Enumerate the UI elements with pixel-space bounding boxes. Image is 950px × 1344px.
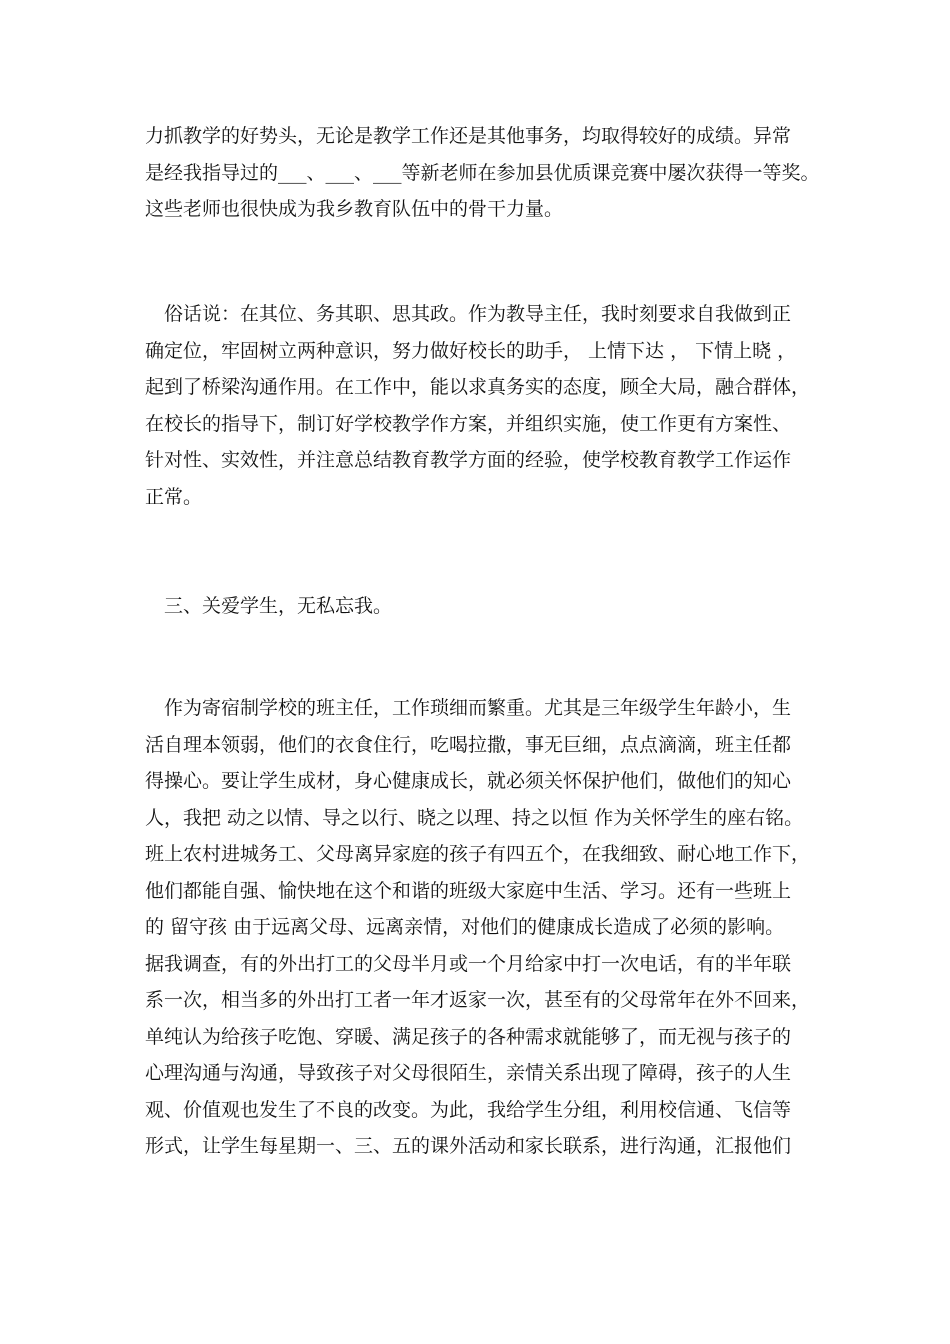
text-line: 力抓教学的好势头，无论是教学工作还是其他事务，均取得较好的成绩。异常 bbox=[145, 125, 792, 147]
text-line: 得操心。要让学生成材，身心健康成长，就必须关怀保护他们，做他们的知心 bbox=[145, 770, 792, 792]
text-line: 在校长的指导下，制订好学校教学作方案，并组织实施，使工作更有方案性、 bbox=[145, 412, 792, 435]
text-line: 作为寄宿制学校的班主任，工作琐细而繁重。尤其是三年级学生年龄小，生 bbox=[145, 697, 792, 719]
text-line: 形式，让学生每星期一、三、五的课外活动和家长联系，进行沟通，汇报他们 bbox=[145, 1135, 792, 1157]
text-line: 系一次，相当多的外出打工者一年才返家一次，甚至有的父母常年在外不回来， bbox=[145, 989, 811, 1011]
paragraph-1 bbox=[145, 118, 825, 228]
text-line: 单纯认为给孩子吃饱、穿暖、满足孩子的各种需求就能够了，而无视与孩子的 bbox=[145, 1025, 792, 1048]
text-line: 这些老师也很快成为我乡教育队伍中的骨干力量。 bbox=[145, 198, 564, 220]
text-line: 是经我指导过的___、___、___等新老师在参加县优质课竞赛中屡次获得一等奖。 bbox=[145, 161, 820, 184]
text-line: 人，我把 动之以情、导之以行、晓之以理、持之以恒 作为关怀学生的座右铭。 bbox=[145, 806, 804, 829]
text-line: 班上农村进城务工、父母离异家庭的孩子有四五个，在我细致、耐心地工作下， bbox=[145, 843, 811, 865]
paragraph-2 bbox=[145, 296, 825, 515]
text-line: 三、关爱学生，无私忘我。 bbox=[145, 595, 393, 617]
text-line: 确定位，牢固树立两种意识，努力做好校长的助手， 上情下达 ， 下情上晓 ， bbox=[145, 339, 797, 362]
text-line: 起到了桥梁沟通作用。在工作中，能以求真务实的态度，顾全大局，融合群体， bbox=[145, 376, 811, 398]
text-line: 他们都能自强、愉快地在这个和谐的班级大家庭中生活、学习。还有一些班上 bbox=[145, 879, 792, 902]
text-line: 俗话说：在其位、务其职、思其政。作为教导主任，我时刻要求自我做到正 bbox=[145, 303, 792, 325]
text-line: 针对性、实效性，并注意总结教育教学方面的经验，使学校教育教学工作运作 bbox=[145, 449, 792, 471]
text-line: 观、价值观也发生了不良的改变。为此，我给学生分组，利用校信通、飞信等 bbox=[145, 1098, 792, 1121]
paragraph-4 bbox=[145, 690, 825, 1165]
text-line: 的 留守孩 由于远离父母、远离亲情，对他们的健康成长造成了必须的影响。 bbox=[145, 916, 785, 938]
section-heading bbox=[145, 588, 825, 625]
text-line: 据我调查，有的外出打工的父母半月或一个月给家中打一次电话，有的半年联 bbox=[145, 952, 792, 975]
text-line: 活自理本领弱，他们的衣食住行，吃喝拉撒，事无巨细，点点滴滴，班主任都 bbox=[145, 733, 792, 756]
text-line: 心理沟通与沟通，导致孩子对父母很陌生，亲情关系出现了障碍，孩子的人生 bbox=[145, 1062, 792, 1084]
text-line: 正常。 bbox=[145, 485, 203, 508]
